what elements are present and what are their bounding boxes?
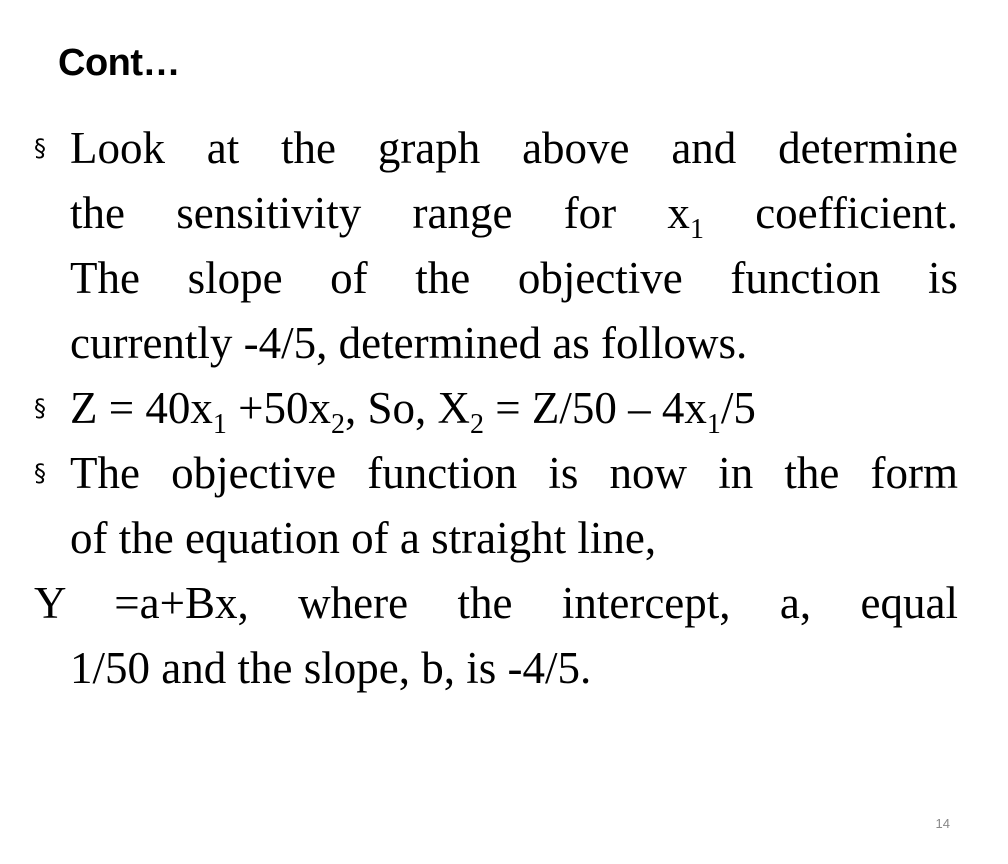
eq-part: +50x xyxy=(226,383,332,433)
subscript: 1 xyxy=(706,409,721,440)
subscript: 2 xyxy=(331,409,346,440)
eq-part: Z = 40x xyxy=(70,383,213,433)
bullet-1-line-2-text: the sensitivity range for x xyxy=(70,188,690,238)
slide-title: Cont… xyxy=(58,42,181,84)
bullet-marker-icon: § xyxy=(34,134,46,162)
eq-part: = Z/50 – 4x xyxy=(484,383,707,433)
page-number: 14 xyxy=(935,816,950,831)
bullet-1-line-4: currently -4/5, determined as follows. xyxy=(70,318,748,368)
bullet-2 xyxy=(34,376,958,441)
paragraph-4-line-2: 1/50 and the slope, b, is -4/5. xyxy=(70,643,592,693)
bullet-1 xyxy=(34,116,958,376)
bullet-1-line-2 xyxy=(70,181,958,246)
paragraph-4 xyxy=(34,571,958,701)
eq-part: , So, X xyxy=(345,383,471,433)
equation-line xyxy=(70,376,958,441)
bullet-marker-icon: § xyxy=(34,394,46,422)
subscript: 1 xyxy=(212,409,227,440)
bullet-marker-icon: § xyxy=(34,459,46,487)
eq-part: /5 xyxy=(720,383,756,433)
bullet-3 xyxy=(34,441,958,571)
bullet-1-line-2-tail: coefficient. xyxy=(703,188,959,238)
bullet-1-line-3: The slope of the objective function is xyxy=(70,253,958,303)
subscript: 2 xyxy=(470,409,485,440)
bullet-3-line-1: The objective function is now in the form xyxy=(70,448,958,498)
slide-body xyxy=(34,116,958,701)
paragraph-4-line-1: Y =a+Bx, where the intercept, a, equal xyxy=(34,578,958,628)
bullet-1-line-1: Look at the graph above and determine xyxy=(70,123,958,173)
bullet-3-line-2: of the equation of a straight line, xyxy=(70,513,657,563)
subscript: 1 xyxy=(689,214,704,245)
